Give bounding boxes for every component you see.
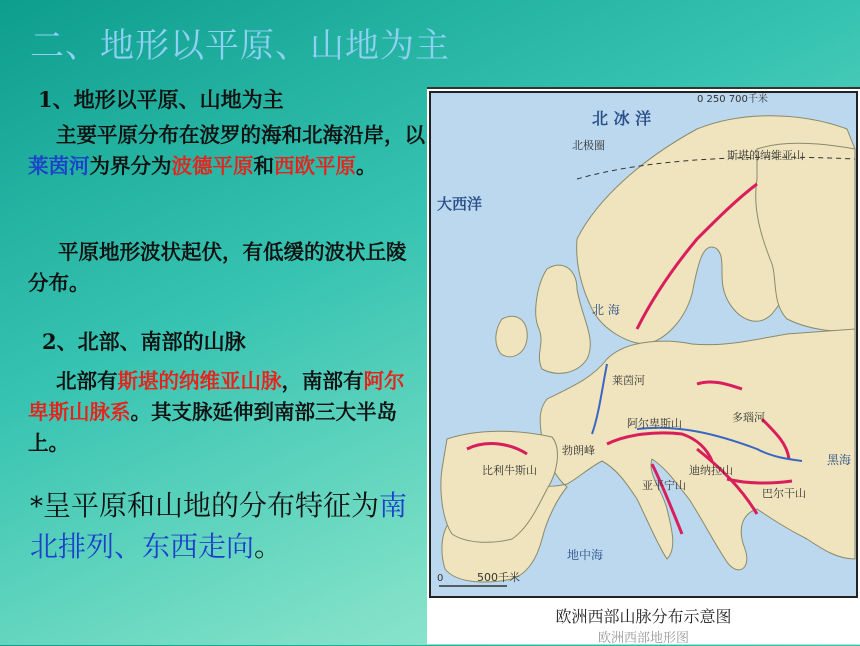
dinaric-alps-label: 迪纳拉山 [689, 464, 733, 477]
rhine-label: 莱茵河 [612, 374, 645, 387]
rhine-term: 莱茵河 [28, 154, 90, 178]
polish-german-plain-term: 波德平原 [171, 154, 254, 178]
slide-title: 二、地形以平原、山地为主 [30, 26, 450, 66]
europe-mountain-map [427, 87, 860, 644]
scandinavian-mountains-label: 斯堪的纳维亚山 [727, 149, 804, 162]
map-caption-ghost: 欧洲西部地形图 [597, 631, 689, 646]
section1-heading: 1、地形以平原、山地为主 [38, 87, 284, 112]
bottom-scale-label: 500千米 [477, 571, 520, 584]
pyrenees-label: 比利牛斯山 [482, 464, 537, 477]
mediterranean-label: 地中海 [567, 548, 604, 562]
black-sea-label: 黑海 [827, 453, 852, 467]
map-graphic [427, 89, 860, 599]
alps-label: 阿尔卑斯山 [627, 417, 682, 430]
scandinavian-mountains-term: 斯堪的纳维亚山脉 [117, 369, 282, 393]
danube-label: 多瑙河 [732, 411, 765, 424]
arctic-circle-label: 北极圈 [572, 139, 605, 152]
section1-paragraph2: 平原地形波状起伏，有低缓的波状丘陵分布。 [28, 240, 407, 295]
west-european-plain-term: 西欧平原 [274, 154, 356, 178]
summary-highlight: 南北排列、东西走向 [30, 489, 408, 563]
atlantic-ocean-label: 大西洋 [437, 195, 483, 213]
section2-paragraph: 北部有斯堪的纳维亚山脉，南部有阿尔卑斯山脉系。其支脉延伸到南部三大半岛上。 [28, 369, 405, 455]
alps-term: 阿尔卑斯山脉系 [28, 369, 405, 424]
summary-statement: *呈平原和山地的分布特征为南北排列、东西走向。 [30, 489, 408, 563]
mont-blanc-label: 勃朗峰 [562, 444, 595, 457]
north-sea-label: 北 海 [592, 303, 620, 317]
arctic-ocean-label: 北 冰 洋 [592, 109, 652, 128]
map-caption: 欧洲西部山脉分布示意图 [555, 607, 732, 626]
section2-heading: 2、北部、南部的山脉 [42, 329, 246, 354]
scale-zero-label: 0 [437, 573, 444, 584]
top-scale-label: 0 250 700千米 [697, 94, 768, 105]
section1-paragraph1: 主要平原分布在波罗的海和北海沿岸，以莱茵河为界分为波德平原和西欧平原。 [28, 123, 425, 178]
apennines-label: 亚平宁山 [642, 479, 686, 492]
balkan-mountains-label: 巴尔干山 [762, 487, 806, 500]
